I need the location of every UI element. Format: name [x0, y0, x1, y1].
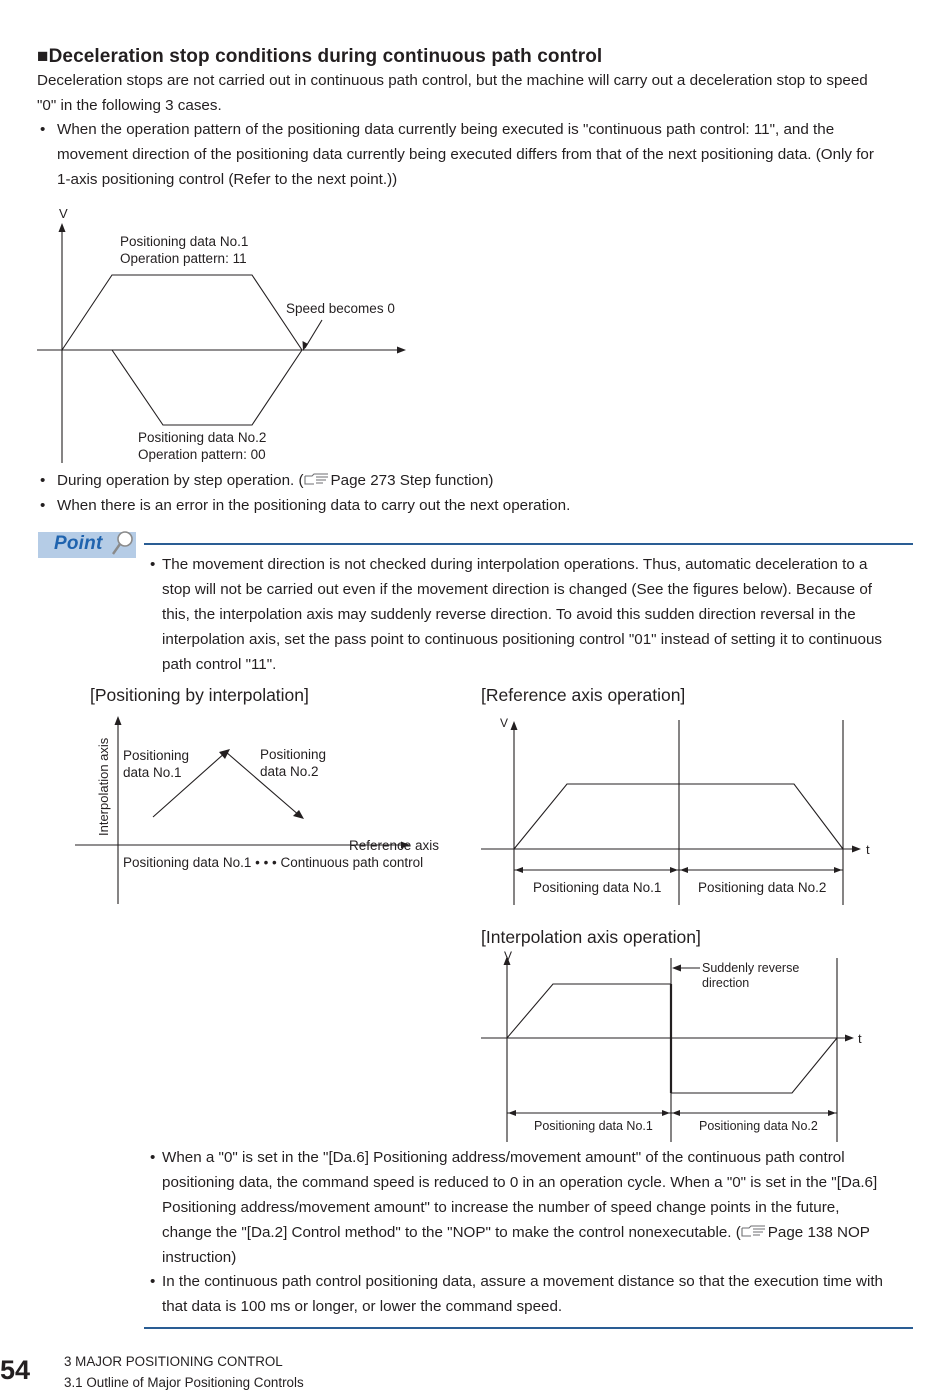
- ref-dim-arrow: [834, 867, 842, 873]
- point-line: path control "11".: [162, 656, 277, 673]
- ip-t-arrowhead: [845, 1035, 854, 1042]
- ref-seg2-label: Positioning data No.2: [698, 880, 827, 895]
- ip-axis-figure-title: [Interpolation axis operation]: [481, 927, 701, 947]
- ip-forward-profile: [507, 984, 671, 1038]
- point-top-rule: [144, 543, 913, 545]
- point-line: positioning data, the command speed is reduced to 0 in an operation cycle. When a "0" is set in the "[Da.6]: [162, 1174, 878, 1191]
- intro-line-1: Deceleration stops are not carried out in continuous path control, but the machine will carry out a deceleration stop to speed: [37, 72, 868, 89]
- bullet-text: When there is an error in the positioning data to carry out the next operation.: [57, 497, 571, 514]
- ip-dim-arrow: [828, 1110, 836, 1116]
- point-line: Positioning address/movement amount" to increase the number of speed change points in the future,: [162, 1199, 840, 1216]
- ref-seg1-label: Positioning data No.1: [533, 880, 662, 895]
- ref-t-label: t: [866, 842, 870, 857]
- reference-axis-figure: [478, 710, 898, 910]
- ip-t-label: t: [858, 1031, 862, 1046]
- ip-dim-arrow: [508, 1110, 516, 1116]
- speed-zero-label: Speed becomes 0: [286, 301, 395, 316]
- data2-trapezoid: [112, 350, 302, 425]
- time-axis-arrowhead: [397, 347, 406, 354]
- ip-dim-arrow: [662, 1110, 670, 1116]
- ip-dim-arrow: [672, 1110, 680, 1116]
- bullet-dot: •: [40, 472, 46, 489]
- interpolation-figure: [70, 712, 450, 907]
- ip-seg2-label: Positioning data No.2: [699, 1119, 818, 1133]
- ref-v-label: V: [500, 716, 509, 730]
- intro-paragraph: [37, 68, 868, 118]
- point-line: [162, 1220, 877, 1245]
- v-axis-arrowhead: [59, 223, 66, 232]
- ip-v-label: V: [504, 950, 513, 963]
- interp-y-axis-label: Interpolation axis: [96, 737, 111, 836]
- v-label: V: [59, 206, 68, 221]
- data1-label-1: Positioning data No.1: [120, 234, 249, 249]
- ref-t-arrowhead: [852, 846, 861, 853]
- reverse-label-1: Suddenly reverse: [702, 961, 800, 975]
- point-line: stop will not be carried out even if the movement direction is changed (See the figures below). Because of: [162, 581, 872, 598]
- bullet-line: 1-axis positioning control (Refer to the next point.)): [57, 171, 398, 188]
- bullet-dot: •: [40, 497, 46, 514]
- speed-figure-1: [0, 195, 460, 470]
- data1-label-2: Operation pattern: 11: [120, 251, 247, 266]
- point-bottom-rule: [144, 1327, 913, 1329]
- point-line: that data is 100 ms or longer, or lower the command speed.: [162, 1298, 563, 1315]
- bullet-line: movement direction of the positioning data currently being executed differs from that of the next positioning data. (Only for: [57, 146, 874, 163]
- ref-v-arrowhead: [511, 721, 518, 730]
- ref-dim-arrow: [515, 867, 523, 873]
- page-number: 54: [0, 1355, 31, 1385]
- point-line: this, the interpolation axis may suddenly reverse direction. To avoid this sudden direction reversal in the: [162, 606, 856, 623]
- reverse-label-2: direction: [702, 976, 750, 990]
- bullet-line: When the operation pattern of the positioning data currently being executed is "continuous path control: 11", and the: [57, 121, 835, 138]
- path-data2-label-2: data No.2: [260, 764, 319, 779]
- footer-section: 3.1 Outline of Major Positioning Controls: [64, 1375, 304, 1390]
- point-line: instruction): [162, 1249, 237, 1266]
- section-heading: ■Deceleration stop conditions during continuous path control: [37, 46, 603, 67]
- bullet-dot: •: [150, 1149, 156, 1166]
- bullet-dot: •: [40, 121, 46, 138]
- page-reference-hand-icon: [304, 472, 331, 486]
- bullet-text: During operation by step operation. (: [57, 472, 304, 489]
- interp-caption: Positioning data No.1 • • • Continuous path control: [123, 855, 424, 870]
- point-badge-label: Point: [54, 533, 103, 554]
- path-data1-label-1: Positioning: [123, 748, 190, 763]
- reverse-leader-arrowhead: [672, 965, 681, 972]
- page-273-link[interactable]: Page 273 Step function): [330, 472, 494, 489]
- interp-y-arrowhead: [115, 716, 122, 725]
- point-line: In the continuous path control positioning data, assure a movement distance so that the execution time with: [162, 1273, 883, 1290]
- path-data2-label-1: Positioning: [260, 747, 327, 762]
- ref-dim-arrow: [670, 867, 678, 873]
- ip-seg1-label: Positioning data No.1: [534, 1119, 653, 1133]
- data1-trapezoid: [62, 275, 302, 350]
- interp-figure-title: [Positioning by interpolation]: [90, 685, 309, 705]
- magnifier-icon: [106, 530, 136, 558]
- data2-label-1: Positioning data No.2: [138, 430, 267, 445]
- footer-chapter: 3 MAJOR POSITIONING CONTROL: [64, 1354, 283, 1369]
- interp-x-axis-label: Reference axis: [349, 838, 440, 853]
- point-line: When a "0" is set in the "[Da.6] Positioning address/movement amount" of the continuous path control: [162, 1149, 845, 1166]
- bullet-dot: •: [150, 556, 156, 573]
- point-badge: [38, 532, 136, 558]
- point-line: The movement direction is not checked during interpolation operations. Thus, automatic deceleration to a: [162, 556, 868, 573]
- interpolation-axis-figure: [478, 950, 898, 1145]
- point-line-text: change the "[Da.2] Control method" to the "NOP" to make the control nonexecutable. (: [162, 1224, 741, 1241]
- ref-dim-arrow: [680, 867, 688, 873]
- page-reference-hand-icon: [741, 1224, 768, 1238]
- intro-line-2: "0" in the following 3 cases.: [37, 97, 222, 114]
- ref-axis-figure-title: [Reference axis operation]: [481, 685, 686, 705]
- page-138-link[interactable]: Page 138 NOP: [767, 1224, 870, 1241]
- path-data1-label-2: data No.1: [123, 765, 182, 780]
- bullet-dot: •: [150, 1273, 156, 1290]
- ip-reverse-profile: [671, 1038, 837, 1093]
- point-line: interpolation axis, set the pass point to continuous positioning control "01" instead of setting it to continuous: [162, 631, 882, 648]
- data2-label-2: Operation pattern: 00: [138, 447, 266, 462]
